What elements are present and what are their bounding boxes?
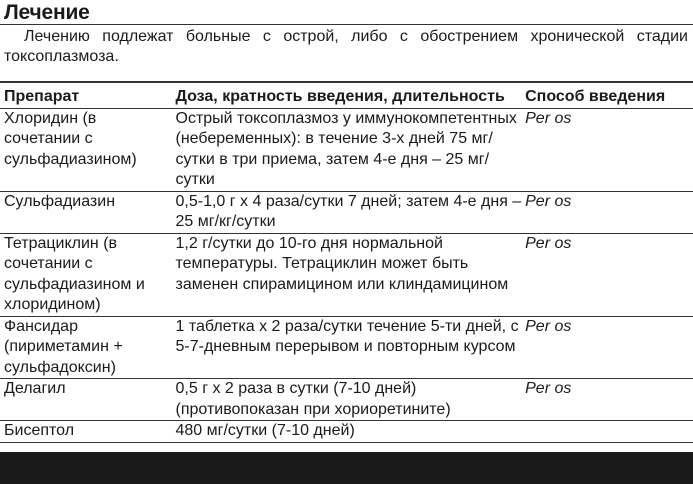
table-row — [0, 233, 693, 316]
drug-cell: Тетрациклин (в сочетании с сульфадиазином и хлоридином) — [0, 233, 176, 316]
table-header — [0, 85, 693, 108]
table-row — [0, 191, 693, 233]
header-drug: Препарат — [0, 85, 176, 108]
table-top-rule — [0, 81, 693, 83]
drug-cell: Фансидар (пириметамин + сульфадоксин) — [0, 316, 176, 379]
dose-cell: 1,2 г/сутки до 10-го дня нормальной температуры. Тетрациклин может быть заменен спирамицином или клиндамицином — [176, 233, 526, 316]
drug-cell: Бисептол — [0, 421, 176, 443]
route-cell — [525, 421, 693, 443]
route-cell: Per os — [525, 233, 693, 316]
intro-text: Лечению подлежат больные с острой, либо с обострением хронической стадии токсоплазмоза. — [4, 28, 688, 65]
treatment-table — [0, 85, 693, 443]
heading-rule — [0, 24, 693, 25]
route-cell: Per os — [525, 108, 693, 191]
table-row — [0, 316, 693, 379]
section-heading: Лечение — [4, 1, 90, 24]
dose-cell: 0,5-1,0 г х 4 раза/сутки 7 дней; затем 4-е дня – 25 мг/кг/сутки — [176, 191, 526, 233]
header-row — [0, 85, 693, 108]
route-cell: Per os — [525, 191, 693, 233]
route-cell: Per os — [525, 316, 693, 379]
drug-cell: Делагил — [0, 379, 176, 421]
drug-cell: Хлоридин (в сочетании с сульфадиазином) — [0, 108, 176, 191]
dose-cell: 0,5 г х 2 раза в сутки (7-10 дней) (противопоказан при хориоретините) — [176, 379, 526, 421]
bottom-overlay-bar — [0, 452, 693, 484]
dose-cell: 480 мг/сутки (7-10 дней) — [176, 421, 526, 443]
dose-cell: Острый токсоплазмоз у иммунокомпетентных (небеременных): в течение 3-х дней 75 мг/сутки в три приема, затем 4-е дня – 25 мг/сутки — [176, 108, 526, 191]
route-cell: Per os — [525, 379, 693, 421]
header-route: Способ введения — [525, 85, 693, 108]
drug-cell: Сульфадиазин — [0, 191, 176, 233]
table-row — [0, 108, 693, 191]
table-row — [0, 421, 693, 443]
intro-paragraph — [4, 27, 688, 67]
table-body — [0, 108, 693, 442]
table-row — [0, 379, 693, 421]
dose-cell: 1 таблетка х 2 раза/сутки течение 5-ти дней, с 5-7-дневным перерывом и повторным курсом — [176, 316, 526, 379]
header-dose: Доза, кратность введения, длительность — [176, 85, 526, 108]
